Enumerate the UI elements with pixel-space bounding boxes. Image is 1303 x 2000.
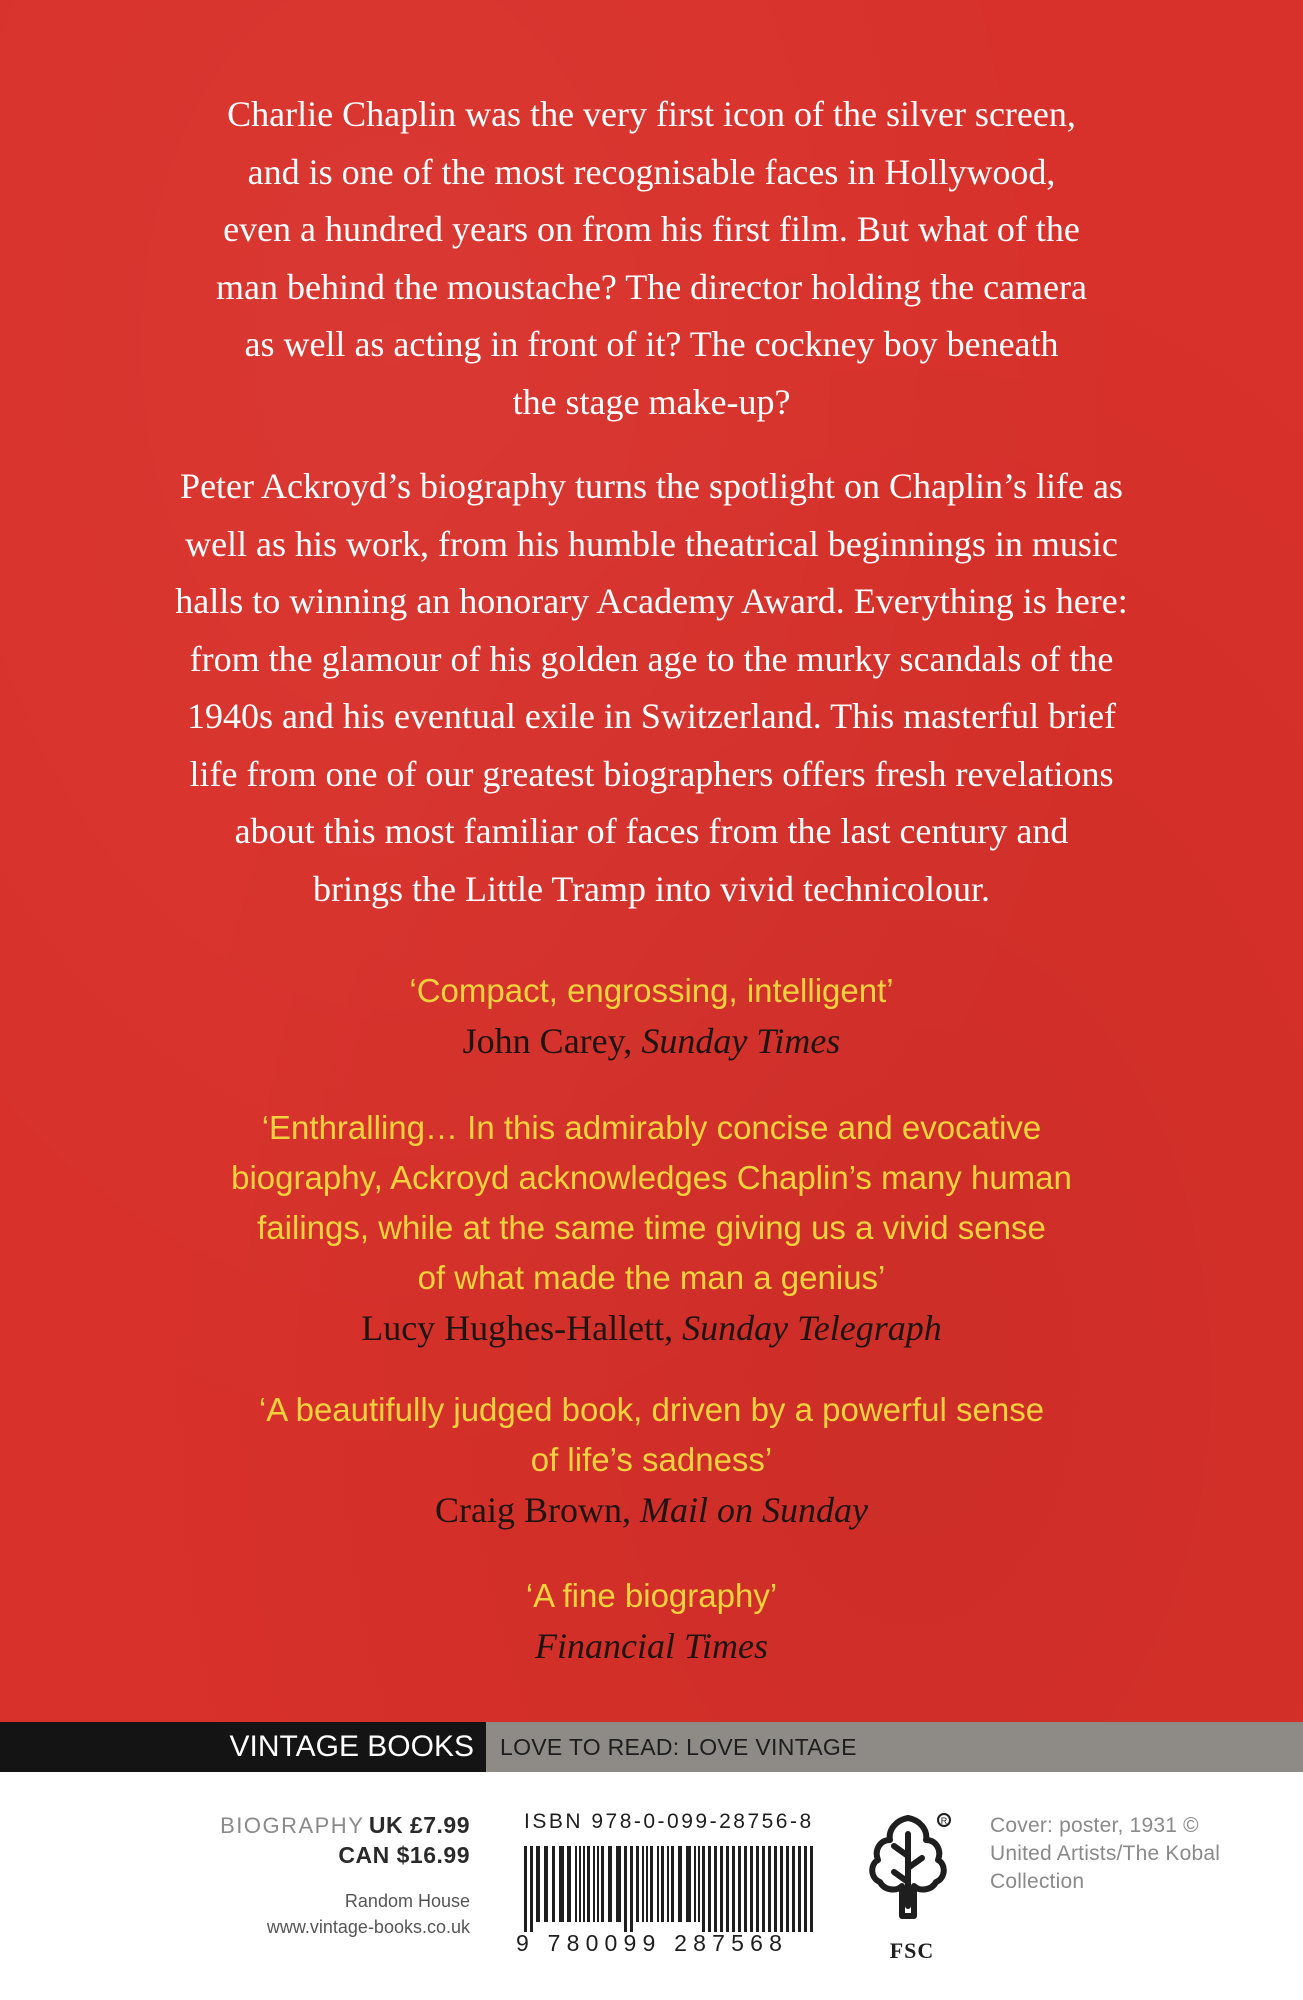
- barcode-bar: [661, 1846, 664, 1922]
- blurb-line: brings the Little Tramp into vivid technicolour.: [313, 868, 990, 909]
- barcode-bar: [608, 1846, 612, 1922]
- barcode-bar: [694, 1846, 696, 1922]
- blurb-line: Charlie Chaplin was the very first icon of the silver screen,: [227, 94, 1076, 134]
- quote-text: ‘A fine biography’: [525, 1577, 778, 1614]
- barcode-bar: [756, 1846, 759, 1932]
- svg-text:R: R: [940, 1816, 948, 1826]
- barcode-bar: [768, 1846, 771, 1932]
- quote-text: ‘Compact, engrossing, intelligent’: [409, 972, 894, 1009]
- barcode-bar: [702, 1846, 705, 1932]
- barcode-bar: [714, 1846, 717, 1932]
- blurb-line: and is one of the most recognisable faces in Hollywood,: [247, 151, 1056, 192]
- barcode-bar: [524, 1846, 527, 1932]
- barcode-digits: 9 780099 287568: [516, 1930, 789, 1956]
- blurb-line: life from one of our greatest biographers offers fresh revelations: [189, 753, 1114, 794]
- publisher-name: Random House: [344, 1891, 470, 1911]
- barcode-bar: [750, 1846, 753, 1932]
- barcode-bar: [810, 1846, 813, 1932]
- barcode-bar: [650, 1846, 653, 1922]
- quote-source: Financial Times: [535, 1626, 768, 1666]
- blurb-line: halls to winning an honorary Academy Award. Everything is here:: [175, 581, 1128, 621]
- publisher-info: [150, 1888, 470, 1940]
- review-quote-4: [100, 1571, 1203, 1671]
- barcode-bar: [579, 1846, 581, 1922]
- barcode: [524, 1846, 824, 1932]
- barcode-bar: [744, 1846, 747, 1932]
- barcode-bar: [567, 1846, 571, 1922]
- barcode-bar: [726, 1846, 729, 1932]
- barcode-bar: [552, 1846, 555, 1922]
- cover-credit: [990, 1812, 1290, 1896]
- barcode-bar: [559, 1846, 564, 1922]
- quote-author: John Carey,: [462, 1021, 642, 1061]
- barcode-bar: [583, 1846, 585, 1922]
- quote-text: biography, Ackroyd acknowledges Chaplin’s many human: [231, 1159, 1072, 1196]
- quote-text: ‘Enthralling… In this admirably concise and evocative: [261, 1109, 1042, 1146]
- fsc-label: FSC: [889, 1938, 935, 1963]
- barcode-bar: [720, 1846, 723, 1932]
- blurb-line: man behind the moustache? The director holding the camera: [215, 266, 1087, 307]
- price-block: [150, 1810, 470, 1870]
- barcode-bar: [792, 1846, 795, 1932]
- quote-text: ‘A beautifully judged book, driven by a powerful sense: [258, 1391, 1045, 1428]
- category-label: BIOGRAPHY: [220, 1813, 365, 1838]
- quote-attribution: [100, 1016, 1203, 1066]
- blurb-paragraph-2: [100, 458, 1203, 918]
- blurb-line: as well as acting in front of it? The cockney boy beneath: [244, 324, 1059, 364]
- review-quote-3: [100, 1385, 1203, 1535]
- quote-attribution: [100, 1485, 1203, 1535]
- barcode-bar: [798, 1846, 801, 1932]
- barcode-bar: [587, 1846, 590, 1922]
- quote-author: Lucy Hughes-Hallett,: [361, 1308, 683, 1348]
- barcode-bar: [544, 1846, 548, 1922]
- credit-line: United Artists/The Kobal: [990, 1842, 1221, 1865]
- barcode-bar: [616, 1846, 621, 1922]
- barcode-bar: [575, 1846, 577, 1922]
- barcode-bar: [536, 1846, 540, 1922]
- credit-line: Cover: poster, 1931 ©: [990, 1814, 1199, 1837]
- quote-source: Mail on Sunday: [640, 1490, 868, 1530]
- blurb-line: Peter Ackroyd’s biography turns the spotlight on Chaplin’s life as: [180, 466, 1123, 506]
- isbn-label: ISBN 978-0-099-28756-8: [524, 1810, 814, 1833]
- quote-author: Craig Brown,: [435, 1490, 640, 1530]
- review-quote-2: [100, 1103, 1203, 1353]
- blurb-line: even a hundred years on from his first film. But what of the: [223, 209, 1080, 249]
- quote-text: of life’s sadness’: [530, 1441, 773, 1478]
- barcode-bar: [642, 1846, 644, 1922]
- barcode-bar: [762, 1846, 765, 1932]
- publisher-website: www.vintage-books.co.uk: [266, 1917, 470, 1937]
- barcode-bar: [657, 1846, 659, 1922]
- barcode-bar: [530, 1846, 533, 1932]
- blurb-line: the stage make-up?: [512, 381, 791, 422]
- quote-source: Sunday Times: [641, 1021, 841, 1061]
- price-can: CAN $16.99: [338, 1842, 470, 1868]
- quote-attribution: [100, 1621, 1203, 1671]
- barcode-bar: [597, 1846, 599, 1922]
- barcode-bar: [738, 1846, 741, 1932]
- quote-source: Sunday Telegraph: [682, 1308, 942, 1348]
- barcode-bar: [678, 1846, 682, 1922]
- imprint-banner: VINTAGE BOOKS: [0, 1722, 486, 1772]
- barcode-bar: [686, 1846, 691, 1922]
- barcode-bar: [671, 1846, 674, 1922]
- blurb-line: from the glamour of his golden age to the murky scandals of the: [189, 638, 1114, 679]
- tagline-banner: LOVE TO READ: LOVE VINTAGE: [486, 1722, 1303, 1772]
- blurb-paragraph-1: [100, 86, 1203, 431]
- barcode-bar: [630, 1846, 633, 1932]
- barcode-bar: [601, 1846, 604, 1922]
- barcode-bar: [593, 1846, 595, 1922]
- blurb-line: about this most familiar of faces from the last century and: [234, 811, 1069, 851]
- quote-text: of what made the man a genius’: [417, 1259, 886, 1296]
- barcode-bar: [698, 1846, 700, 1922]
- barcode-bar: [780, 1846, 783, 1932]
- category-price-row: [150, 1810, 470, 1840]
- barcode-bar: [636, 1846, 639, 1922]
- blurb-line: well as his work, from his humble theatrical beginnings in music: [185, 523, 1118, 564]
- barcode-bar: [646, 1846, 648, 1922]
- barcode-bar: [786, 1846, 789, 1932]
- barcode-bar: [667, 1846, 669, 1922]
- barcode-bar: [732, 1846, 735, 1932]
- barcode-bar: [624, 1846, 627, 1932]
- quote-text: failings, while at the same time giving us a vivid sense: [257, 1209, 1046, 1246]
- credit-line: Collection: [990, 1870, 1085, 1893]
- review-quote-1: [100, 966, 1203, 1066]
- barcode-bar: [804, 1846, 807, 1932]
- fsc-tree-icon: [858, 1808, 958, 1936]
- quote-attribution: [100, 1303, 1203, 1353]
- barcode-bar: [774, 1846, 777, 1932]
- blurb-line: 1940s and his eventual exile in Switzerland. This masterful brief: [186, 696, 1117, 736]
- price-uk: UK £7.99: [368, 1812, 470, 1838]
- barcode-bar: [708, 1846, 711, 1932]
